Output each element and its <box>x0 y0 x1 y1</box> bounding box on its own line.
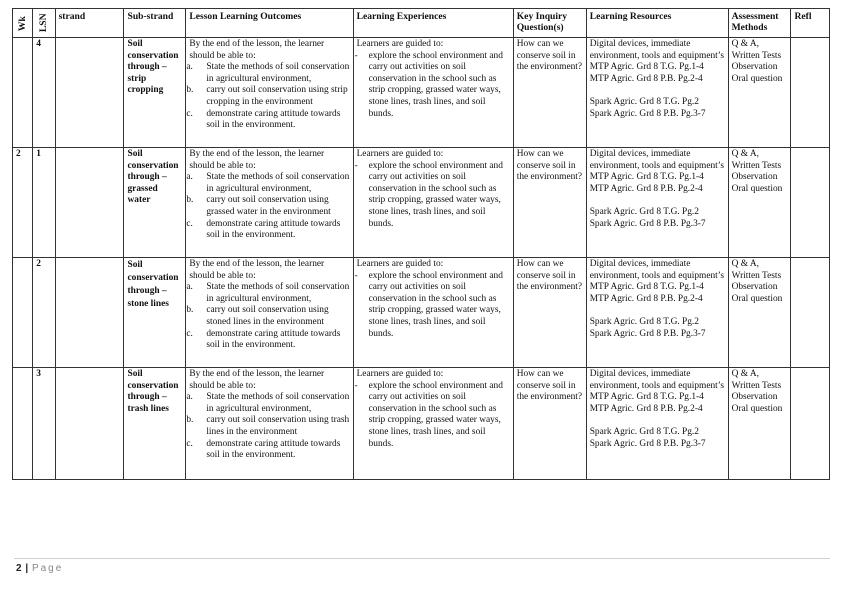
cell-refl <box>791 148 830 258</box>
experience-text: explore the school environment and carry out activities on soil conservation in the school such as strip cropping, grassed water ways, stone lines, trash lines, and soil bunds. <box>368 380 503 449</box>
outcome-text: State the methods of soil conservation in agricultural environment, <box>206 392 350 414</box>
resource-item: Spark Agric. Grd 8 P.B. Pg.3-7 <box>589 328 706 339</box>
assessment-item: Observation <box>731 392 778 403</box>
outcome-marker: c. <box>186 438 193 449</box>
outcome-text: demonstrate caring attitude towards soil in the environment. <box>206 218 341 241</box>
outcome-item <box>186 172 350 195</box>
header-refl: Refl <box>791 9 830 38</box>
assessment-item: Q & A, <box>731 149 759 159</box>
experience-item <box>354 50 510 121</box>
resource-item: MTP Agric. Grd 8 T.G. Pg.1-4 <box>589 282 704 293</box>
outcome-marker: a. <box>186 62 193 73</box>
outcome-text: demonstrate caring attitude towards soil in the environment. <box>206 438 341 461</box>
resource-item: Digital devices, immediate environment, tools and equipment’s <box>589 259 725 281</box>
outcome-item <box>186 328 349 352</box>
experiences-intro: Learners are guided to: <box>356 149 444 159</box>
cell-experiences <box>353 258 513 368</box>
outcome-text: State the methods of soil conservation in agricultural environment, <box>206 62 350 84</box>
cell-outcomes <box>186 38 353 148</box>
experience-item <box>354 160 510 231</box>
table-row <box>13 258 830 368</box>
dash-bullet: - <box>354 160 358 171</box>
resource-item: MTP Agric. Grd 8 P.B. Pg.2-4 <box>589 73 703 84</box>
experience-text: explore the school environment and carry out activities on soil conservation in the school such as strip cropping, grassed water ways, stone lines, trash lines, and soil bunds. <box>368 50 503 119</box>
cell-lsn: 1 <box>33 148 55 258</box>
resource-item: Spark Agric. Grd 8 T.G. Pg.2 <box>589 317 699 328</box>
outcome-text: carry out soil conservation using strip cropping in the environment <box>206 85 348 107</box>
outcomes-intro: By the end of the lesson, the learner should be able to: <box>189 259 325 281</box>
header-wk: Wk <box>13 9 33 38</box>
assessment-item: Oral question <box>731 403 783 414</box>
cell-wk <box>13 38 33 148</box>
header-assessment: Assessment Methods <box>728 9 791 38</box>
assessment-item: Q & A, <box>731 39 759 49</box>
cell-outcomes <box>186 368 353 480</box>
cell-sub-strand: Soil conservation through – strip cropping <box>124 38 186 148</box>
assessment-item: Q & A, <box>731 369 759 379</box>
outcome-item <box>186 108 349 132</box>
cell-assessment <box>728 38 791 148</box>
header-lsn: LSN <box>33 9 55 38</box>
assessment-item: Observation <box>731 172 778 183</box>
dash-bullet: - <box>354 50 358 61</box>
cell-sub-strand: Soil conservation through – stone lines <box>124 258 186 368</box>
dash-bullet: - <box>354 270 358 281</box>
resource-item: Spark Agric. Grd 8 P.B. Pg.3-7 <box>589 438 706 449</box>
cell-strand <box>55 148 124 258</box>
header-inquiry: Key Inquiry Question(s) <box>513 9 586 38</box>
outcome-text: State the methods of soil conservation in agricultural environment, <box>206 172 350 194</box>
resource-item: Spark Agric. Grd 8 T.G. Pg.2 <box>589 207 699 218</box>
outcome-marker: b. <box>186 415 194 426</box>
header-row <box>13 9 830 38</box>
outcomes-intro: By the end of the lesson, the learner should be able to: <box>189 149 325 171</box>
assessment-item: Observation <box>731 282 778 293</box>
cell-lsn: 3 <box>33 368 55 480</box>
assessment-item: Oral question <box>731 293 783 304</box>
cell-strand <box>55 258 124 368</box>
resource-item: Spark Agric. Grd 8 T.G. Pg.2 <box>589 427 699 438</box>
cell-resources <box>586 368 728 480</box>
cell-outcomes <box>186 258 353 368</box>
table-row <box>13 38 830 148</box>
resource-item: Spark Agric. Grd 8 P.B. Pg.3-7 <box>589 108 706 119</box>
experience-item <box>354 380 510 451</box>
resource-item: Digital devices, immediate environment, tools and equipment’s <box>589 39 725 61</box>
resource-item: MTP Agric. Grd 8 P.B. Pg.2-4 <box>589 183 703 194</box>
page-number: 2 <box>16 563 23 574</box>
cell-resources <box>586 258 728 368</box>
assessment-item: Written Tests <box>731 270 782 281</box>
experience-item <box>354 270 510 341</box>
outcomes-list <box>186 282 350 352</box>
footer-divider <box>14 558 830 559</box>
cell-sub-strand: Soil conservation through – grassed water <box>124 148 186 258</box>
resource-item: MTP Agric. Grd 8 T.G. Pg.1-4 <box>589 172 704 183</box>
table-row <box>13 368 830 480</box>
cell-experiences <box>353 368 513 480</box>
resource-item: Spark Agric. Grd 8 T.G. Pg.2 <box>589 97 699 108</box>
outcome-marker: c. <box>186 328 193 339</box>
cell-resources <box>586 148 728 258</box>
cell-wk <box>13 258 33 368</box>
outcome-marker: b. <box>186 195 194 206</box>
outcome-marker: c. <box>186 218 193 229</box>
resource-item: Digital devices, immediate environment, tools and equipment’s <box>589 369 725 391</box>
header-strand: strand <box>55 9 124 38</box>
outcomes-list <box>186 392 350 462</box>
cell-experiences <box>353 148 513 258</box>
outcome-marker: a. <box>186 282 193 293</box>
outcome-text: carry out soil conservation using stoned lines in the environment <box>206 305 329 327</box>
scheme-of-work-table <box>12 8 830 480</box>
outcome-marker: a. <box>186 392 193 403</box>
outcome-marker: c. <box>186 108 193 119</box>
cell-assessment <box>728 148 791 258</box>
cell-refl <box>791 368 830 480</box>
outcome-text: demonstrate caring attitude towards soil in the environment. <box>206 328 341 351</box>
header-resources: Learning Resources <box>586 9 728 38</box>
header-outcomes: Lesson Learning Outcomes <box>186 9 353 38</box>
cell-refl <box>791 258 830 368</box>
outcome-item <box>186 195 349 218</box>
outcomes-intro: By the end of the lesson, the learner should be able to: <box>189 39 325 61</box>
header-sub-strand: Sub-strand <box>124 9 186 38</box>
experiences-intro: Learners are guided to: <box>356 39 444 49</box>
assessment-item: Observation <box>731 62 778 73</box>
assessment-item: Written Tests <box>731 50 782 61</box>
cell-assessment <box>728 258 791 368</box>
experience-text: explore the school environment and carry out activities on soil conservation in the school such as strip cropping, grassed water ways, stone lines, trash lines, and soil bunds. <box>368 270 503 339</box>
cell-strand <box>55 368 124 480</box>
page-separator: | <box>25 563 29 574</box>
cell-wk: 2 <box>13 148 33 258</box>
outcome-item <box>186 305 349 328</box>
outcome-marker: a. <box>186 172 193 183</box>
outcome-item <box>186 392 350 415</box>
resource-item: Spark Agric. Grd 8 P.B. Pg.3-7 <box>589 218 706 229</box>
outcome-marker: b. <box>186 305 194 316</box>
outcome-item <box>186 62 350 85</box>
header-experiences: Learning Experiences <box>353 9 513 38</box>
outcomes-list <box>186 62 350 132</box>
page-footer <box>16 563 63 574</box>
experiences-intro: Learners are guided to: <box>356 369 444 379</box>
experiences-intro: Learners are guided to: <box>356 259 444 269</box>
outcome-text: carry out soil conservation using trash lines in the environment <box>206 415 350 437</box>
cell-inquiry: How can we conserve soil in the environment? <box>513 38 586 148</box>
resource-item: MTP Agric. Grd 8 P.B. Pg.2-4 <box>589 293 703 304</box>
outcome-item <box>186 438 349 462</box>
cell-lsn: 2 <box>33 258 55 368</box>
outcome-text: State the methods of soil conservation in agricultural environment, <box>206 282 350 304</box>
outcome-text: demonstrate caring attitude towards soil in the environment. <box>206 108 341 131</box>
cell-resources <box>586 38 728 148</box>
assessment-item: Oral question <box>731 183 783 194</box>
cell-inquiry: How can we conserve soil in the environment? <box>513 258 586 368</box>
cell-inquiry: How can we conserve soil in the environment? <box>513 368 586 480</box>
cell-sub-strand: Soil conservation through – trash lines <box>124 368 186 480</box>
resource-item: Digital devices, immediate environment, tools and equipment’s <box>589 149 725 171</box>
outcome-marker: b. <box>186 85 194 96</box>
cell-refl <box>791 38 830 148</box>
outcome-item <box>186 415 350 438</box>
cell-outcomes <box>186 148 353 258</box>
resource-item: MTP Agric. Grd 8 P.B. Pg.2-4 <box>589 403 703 414</box>
cell-experiences <box>353 38 513 148</box>
resource-item: MTP Agric. Grd 8 T.G. Pg.1-4 <box>589 392 704 403</box>
outcomes-list <box>186 172 350 242</box>
outcomes-intro: By the end of the lesson, the learner should be able to: <box>189 369 325 391</box>
cell-strand <box>55 38 124 148</box>
experience-text: explore the school environment and carry out activities on soil conservation in the school such as strip cropping, grassed water ways, stone lines, trash lines, and soil bunds. <box>368 160 503 229</box>
cell-lsn: 4 <box>33 38 55 148</box>
outcome-text: carry out soil conservation using grassed water in the environment <box>206 195 331 217</box>
page-label: Page <box>31 563 64 574</box>
assessment-item: Q & A, <box>731 259 759 269</box>
cell-assessment <box>728 368 791 480</box>
cell-inquiry: How can we conserve soil in the environment? <box>513 148 586 258</box>
outcome-item <box>186 85 349 108</box>
assessment-item: Written Tests <box>731 380 782 391</box>
resource-item: MTP Agric. Grd 8 T.G. Pg.1-4 <box>589 62 704 73</box>
outcome-item <box>186 282 350 305</box>
dash-bullet: - <box>354 380 358 391</box>
table-row <box>13 148 830 258</box>
assessment-item: Written Tests <box>731 160 782 171</box>
outcome-item <box>186 218 349 242</box>
cell-wk <box>13 368 33 480</box>
assessment-item: Oral question <box>731 73 783 84</box>
